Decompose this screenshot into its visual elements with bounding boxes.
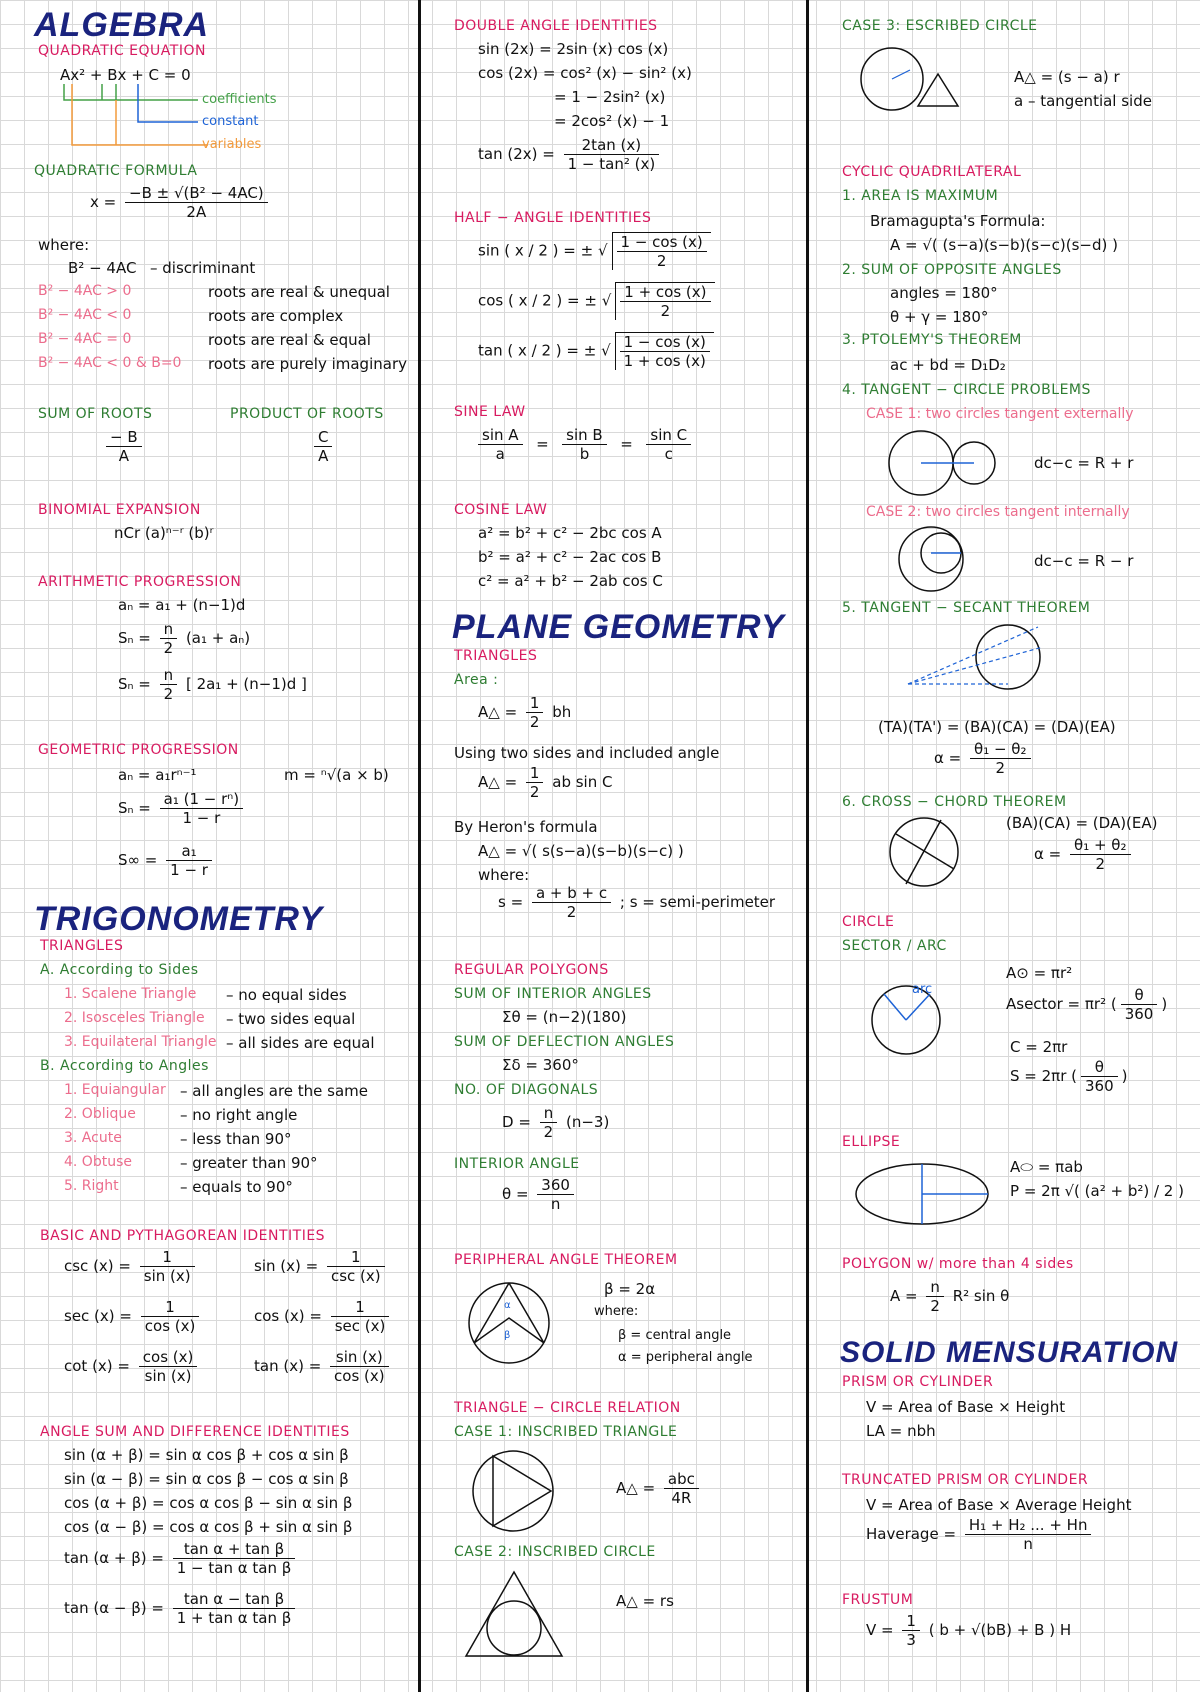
half-cos-num: 1 + cos (x) [620,283,710,302]
ap-sn1 [118,620,250,657]
prod-roots-den: A [318,447,329,465]
gp-sinf [118,842,216,879]
tan-diff-lhs: tan (α − β) = [64,1599,164,1617]
half-tan-pm: = ± [566,341,597,360]
tan-sum-num: tan α + tan β [173,1540,296,1559]
ellipse-perimeter: P = 2π √( (a² + b²) / 2 ) [1010,1182,1184,1200]
side-desc-2: – two sides equal [226,1010,356,1028]
heron-where: where: [478,866,530,884]
side-type-2: 2. Isosceles Triangle [64,1010,205,1026]
gp-heading: GEOMETRIC PROGRESSION [38,742,239,758]
identity-cos-den: sec (x) [334,1317,386,1335]
cosine-law-heading: COSINE LAW [454,502,548,518]
interior-angle-den: n [550,1195,561,1213]
angle-desc-5: – equals to 90° [180,1178,293,1196]
tangent-secant-alpha [934,740,1035,777]
angle-sum-1: sin (α + β) = sin α cos β + cos α sin β [64,1446,349,1464]
half-sin: sin ( x / 2 ) = ± √ $\frac{1 - \cos (x)}{2}$ [478,232,715,270]
half-tan-lhs: tan [478,341,503,360]
sine-law-den-c: c [664,445,673,463]
identity-sec-den: cos (x) [144,1317,196,1335]
identity-sec [64,1298,203,1335]
column-algebra-trig [30,0,410,1692]
tan-diff-num: tan α − tan β [173,1590,296,1609]
half-sin-den: 2 [656,252,667,270]
quadratic-formula-heading: QUADRATIC FORMULA [34,163,198,179]
ap-sn2-rest: [ 2a₁ + (n−1)d ] [185,675,307,693]
identity-sin-den: csc (x) [330,1267,381,1285]
cross-chord-formula: (BA)(CA) = (DA)(EA) [1006,814,1158,832]
semi-perimeter-den: 2 [566,903,577,921]
quadratic-formula [90,184,272,221]
identity-csc-num: 1 [140,1248,195,1267]
sector-heading: SECTOR / ARC [842,938,947,954]
prism-volume: V = Area of Base × Height [866,1398,1066,1416]
arc-label: arc [912,982,933,997]
side-desc-3: – all sides are equal [226,1034,375,1052]
sine-law-den-b: b [579,445,590,463]
identity-cot-den: sin (x) [144,1367,192,1385]
peripheral-alpha-label: α [504,1300,511,1311]
product-roots-formula [310,428,336,465]
polygon-area-lhs: A = [890,1287,918,1305]
inscribed-triangle-diagram [468,1446,558,1536]
truncated-height-lhs: Haverage = [866,1525,957,1543]
angle-type-2: 2. Oblique [64,1106,136,1122]
circle-area: A⊙ = πr² [1006,964,1073,982]
cosine-law-3: c² = a² + b² − 2ab cos C [478,572,663,590]
tan-sum-lhs: tan (α + β) = [64,1549,164,1567]
column-divider-right [806,0,809,1692]
tangent-secant-num: θ₁ − θ₂ [970,740,1031,759]
column-trig-plane [448,0,798,1692]
cosine-law-2: b² = a² + c² − 2ac cos B [478,548,662,566]
tan-2x [478,136,663,173]
area-basic-den: 2 [529,713,540,731]
angle-type-1: 1. Equiangular [64,1082,166,1098]
tangent-secant-diagram [908,622,1068,702]
half-angle-heading: HALF − ANGLE IDENTITIES [454,210,652,226]
sine-law-den-a: a [495,445,505,463]
area-sas-lhs: A△ = [478,773,518,791]
identity-sin-lhs: sin (x) = [254,1257,319,1275]
label-coefficients: coefficients [202,92,277,107]
ap-heading: ARITHMETIC PROGRESSION [38,574,242,590]
diagonals-heading: NO. OF DIAGONALS [454,1082,599,1098]
arc-length-lhs: S = 2πr [1010,1067,1067,1085]
tangent-case1-formula: dc−c = R + r [1034,454,1134,472]
qf-denominator: 2A [186,203,207,221]
prism-lateral-area: LA = nbh [866,1422,936,1440]
label-variables: variables [202,137,262,152]
side-desc-1: – no equal sides [226,986,347,1004]
gp-sn-lhs: Sₙ = [118,799,151,817]
case-cond-3: B² − 4AC = 0 [38,331,132,347]
qf-numerator: −B ± √(B² − 4AC) [125,184,268,203]
semi-perimeter-lhs: s = [498,893,524,911]
identity-csc-den: sin (x) [143,1267,191,1285]
cross-chord-diagram [886,814,966,894]
sector-area-den: 360 [1124,1005,1154,1023]
gp-sn-den: 1 − r [182,809,221,827]
semi-perimeter [498,884,775,921]
half-cos-arg: x / 2 [518,291,552,310]
peripheral-alpha: α = peripheral angle [618,1350,753,1365]
ap-sn1-num: n [160,620,178,639]
frustum-den: 3 [906,1631,916,1649]
double-1: sin (2x) = 2sin (x) cos (x) [478,40,669,58]
cyclic-4: 4. TANGENT − CIRCLE PROBLEMS [842,382,1091,398]
identity-csc [64,1248,199,1285]
gp-m: m = ⁿ√(a × b) [284,766,389,784]
case3-heading: CASE 3: ESCRIBED CIRCLE [842,18,1038,34]
angle-desc-2: – no right angle [180,1106,298,1124]
brama-label: Bramagupta's Formula: [870,212,1046,230]
case1-heading: CASE 1: INSCRIBED TRIANGLE [454,1424,678,1440]
truncated-heading: TRUNCATED PRISM OR CYLINDER [842,1472,1089,1488]
sine-law-num-a: sin A [478,426,523,445]
sine-law-num-c: sin C [646,426,691,445]
gp-sn-num: a₁ (1 − rⁿ) [160,790,243,809]
escribed-circle-diagram [860,46,970,116]
ellipse-diagram [852,1160,992,1230]
interior-angle-heading: INTERIOR ANGLE [454,1156,580,1172]
binomial-formula: nCr (a)ⁿ⁻ʳ (b)ʳ [114,524,214,542]
identity-sin-num: 1 [327,1248,385,1267]
identity-cos-lhs: cos (x) = [254,1307,322,1325]
interior-angle-lhs: θ = [502,1185,529,1203]
area-basic-rest: bh [552,703,572,721]
area-heading: Area : [454,672,499,688]
angle-desc-3: – less than 90° [180,1130,292,1148]
polygon-area [890,1278,1009,1315]
tangent-case1: CASE 1: two circles tangent externally [866,406,1134,422]
identity-sin [254,1248,389,1285]
case-desc-2: roots are complex [208,307,344,325]
column-plane-solid [838,0,1188,1692]
trigonometry-title: TRIGONOMETRY [34,900,324,938]
area-basic-num: 1 [526,694,544,713]
half-cos: cos ( x / 2 ) = ± √ $\frac{1 + \cos (x)}{2}$ [478,282,719,320]
tangent-internal-diagram [896,524,976,594]
arc-length: S = 2πr ( $\frac{\theta}{360}$ ) [1010,1058,1128,1095]
tan-2x-lhs: tan (2x) = [478,145,555,163]
angle-sum-3: cos (α + β) = cos α cos β − sin α sin β [64,1494,353,1512]
double-2: cos (2x) = cos² (x) − sin² (x) [478,64,692,82]
arc-length-den: 360 [1085,1077,1114,1095]
tangent-secant-lhs: α = [934,749,962,767]
sum-deflection: Σδ = 360° [502,1056,579,1074]
sum-roots-formula [102,428,146,465]
sum-roots-heading: SUM OF ROOTS [38,406,153,422]
angle-desc-4: – greater than 90° [180,1154,318,1172]
angle-type-3: 3. Acute [64,1130,122,1146]
case1-lhs: A△ = [616,1479,656,1497]
circle-heading: CIRCLE [842,914,895,930]
binomial-heading: BINOMIAL EXPANSION [38,502,201,518]
identity-cos [254,1298,393,1335]
case2-heading: CASE 2: INSCRIBED CIRCLE [454,1544,656,1560]
cyclic-2: 2. SUM OF OPPOSITE ANGLES [842,262,1062,278]
frustum-rest: ( b + √(bB) + B ) H [928,1621,1072,1639]
polygon-area-den: 2 [930,1297,940,1315]
polygon-area-num: n [926,1278,944,1297]
peripheral-formula: β = 2α [604,1280,656,1298]
ap-sn1-den: 2 [163,639,174,657]
cyclic-2b: θ + γ = 180° [890,308,989,326]
sector-area-lhs: Asector = πr² [1006,995,1107,1013]
plane-triangles-heading: TRIANGLES [454,648,538,664]
angle-type-5: 5. Right [64,1178,119,1194]
sum-roots-den: A [118,447,129,465]
regular-polygons-heading: REGULAR POLYGONS [454,962,609,978]
quadratic-equation-heading: QUADRATIC EQUATION [38,43,206,59]
case-desc-4: roots are purely imaginary [208,355,407,373]
double-3: = 1 − 2sin² (x) [554,88,666,106]
diagonals-num: n [540,1104,558,1123]
identity-sec-lhs: sec (x) = [64,1307,132,1325]
quadratic-equation-diagram [30,0,410,160]
ap-sn2-den: 2 [163,685,174,703]
semi-perimeter-desc: ; s = semi-perimeter [619,893,776,911]
label-constant: constant [202,114,259,129]
case1-num: abc [664,1470,699,1489]
plane-geometry-title: PLANE GEOMETRY [452,608,785,646]
identity-csc-lhs: csc (x) = [64,1257,131,1275]
peripheral-where: where: [594,1304,639,1319]
half-sin-num: 1 − cos (x) [617,233,707,252]
diagonals-lhs: D = [502,1113,531,1131]
sum-interior-heading: SUM OF INTERIOR ANGLES [454,986,652,1002]
sine-law-heading: SINE LAW [454,404,526,420]
frustum-lhs: V = [866,1621,894,1639]
tangent-case2: CASE 2: two circles tangent internally [866,504,1130,520]
column-divider-left [418,0,421,1692]
heron-label: By Heron's formula [454,818,598,836]
interior-angle-num: 360 [537,1176,574,1195]
triangle-circle-heading: TRIANGLE − CIRCLE RELATION [454,1400,681,1416]
inscribed-circle-diagram [464,1570,564,1660]
truncated-volume: V = Area of Base × Average Height [866,1496,1132,1514]
half-tan-num: 1 − cos (x) [620,333,710,352]
semi-perimeter-num: a + b + c [532,884,611,903]
quadratic-equation: Ax² + Bx + C = 0 [60,66,191,84]
case3-formula: A△ = (s − a) r [1014,68,1120,86]
cyclic-3f: ac + bd = D₁D₂ [890,356,1006,374]
tan-sum [64,1540,299,1577]
half-tan-arg: x / 2 [517,341,551,360]
truncated-height-num: H₁ + H₂ ... + Hn [965,1516,1092,1535]
diagonals-rest: (n−3) [566,1113,610,1131]
interior-angle [502,1176,578,1213]
gp-sn [118,790,247,827]
area-basic [478,694,571,731]
cyclic-1: 1. AREA IS MAXIMUM [842,188,999,204]
product-roots-heading: PRODUCT OF ROOTS [230,406,384,422]
brama-formula: A = √( (s−a)(s−b)(s−c)(s−d) ) [890,236,1118,254]
cyclic-3: 3. PTOLEMY'S THEOREM [842,332,1022,348]
tangent-secant-den: 2 [995,759,1006,777]
angle-desc-1: – all angles are the same [180,1082,369,1100]
ap-sn2 [118,666,307,703]
half-sin-arg: x / 2 [514,241,548,260]
identity-cot-num: cos (x) [139,1348,198,1367]
tan-2x-den: 1 − tan² (x) [567,155,656,173]
discriminant: B² − 4AC [68,259,137,277]
identity-cot [64,1348,201,1385]
case-cond-2: B² − 4AC < 0 [38,307,132,323]
identity-tan [254,1348,393,1385]
gp-sinf-num: a₁ [166,842,212,861]
half-cos-den: 2 [660,302,671,320]
sector-diagram [870,980,950,1060]
trig-triangles-heading: TRIANGLES [40,938,124,954]
truncated-height [866,1516,1095,1553]
identity-sec-num: 1 [141,1298,200,1317]
half-tan: tan ( x / 2 ) = ± √ $\frac{1 - \cos (x)}{1 + \cos (x)}$ [478,332,718,370]
by-sides-heading: A. According to Sides [40,962,199,978]
ellipse-area: A⬭ = πab [1010,1158,1083,1176]
case1-formula [616,1470,703,1507]
cosine-law-1: a² = b² + c² − 2bc cos A [478,524,662,542]
prism-heading: PRISM OR CYLINDER [842,1374,994,1390]
ap-sn1-rest: (a₁ + aₙ) [185,629,251,647]
discriminant-label: – discriminant [150,259,256,277]
ap-sn2-num: n [160,666,178,685]
solid-mensuration-title: SOLID MENSURATION [840,1336,1179,1369]
frustum-num: 1 [902,1612,920,1631]
half-tan-den: 1 + cos (x) [623,352,706,370]
area-sas-den: 2 [529,783,540,801]
cyclic-2a: angles = 180° [890,284,998,302]
case2-formula: A△ = rs [616,1592,674,1610]
tangent-case2-formula: dc−c = R − r [1034,552,1134,570]
cyclic-heading: CYCLIC QUADRILATERAL [842,164,1022,180]
circumference: C = 2πr [1010,1038,1068,1056]
peripheral-angle-diagram [464,1278,554,1368]
double-angle-heading: DOUBLE ANGLE IDENTITIES [454,18,658,34]
sum-roots-num: − B [106,428,142,447]
gp-an: aₙ = a₁rⁿ⁻¹ [118,766,197,784]
ap-sn1-lhs: Sₙ = [118,629,151,647]
identity-cot-lhs: cot (x) = [64,1357,130,1375]
two-sides-label: Using two sides and included angle [454,744,720,762]
prod-roots-num: C [314,428,332,447]
half-sin-lhs: sin [478,241,500,260]
tan-diff-den: 1 + tan α tan β [176,1609,292,1627]
gp-sinf-lhs: S∞ = [118,851,158,869]
side-type-1: 1. Scalene Triangle [64,986,197,1002]
half-cos-pm: = ± [567,291,597,310]
angle-sum-2: sin (α − β) = sin α cos β − cos α sin β [64,1470,349,1488]
diagonals-den: 2 [543,1123,554,1141]
identity-tan-den: cos (x) [334,1367,385,1385]
case-desc-1: roots are real & unequal [208,283,390,301]
frustum-heading: FRUSTUM [842,1592,914,1608]
identity-tan-num: sin (x) [330,1348,389,1367]
where-label: where: [38,236,90,254]
peripheral-beta-label: β [504,1330,511,1341]
qf-lhs: x = [90,193,117,211]
polygon-heading: POLYGON w/ more than 4 sides [842,1256,1074,1272]
frustum-volume [866,1612,1071,1649]
algebra-title: ALGEBRA [34,6,210,44]
case-cond-4: B² − 4AC < 0 & B=0 [38,355,182,371]
sector-area-num: θ [1121,986,1158,1005]
angle-sum-heading: ANGLE SUM AND DIFFERENCE IDENTITIES [40,1424,350,1440]
tangent-secant-formula: (TA)(TA') = (BA)(CA) = (DA)(EA) [878,718,1116,736]
identity-cos-num: 1 [331,1298,390,1317]
polygon-area-rest: R² sin θ [952,1287,1010,1305]
case1-den: 4R [671,1489,692,1507]
tan-2x-num: 2tan (x) [564,136,660,155]
ap-sn2-lhs: Sₙ = [118,675,151,693]
pythagorean-heading: BASIC AND PYTHAGOREAN IDENTITIES [40,1228,326,1244]
case-desc-3: roots are real & equal [208,331,371,349]
cross-chord-num: θ₁ + θ₂ [1070,836,1131,855]
gp-sinf-den: 1 − r [170,861,208,879]
case3-desc: a – tangential side [1014,92,1152,110]
sine-law-num-b: sin B [562,426,607,445]
cross-chord-den: 2 [1095,855,1106,873]
cross-chord-lhs: α = [1034,845,1062,863]
tan-diff [64,1590,299,1627]
truncated-height-den: n [1023,1535,1033,1553]
heron-formula: A△ = √( s(s−a)(s−b)(s−c) ) [478,842,684,860]
half-cos-lhs: cos [478,291,504,310]
peripheral-beta: β = central angle [618,1328,732,1343]
cross-chord-heading: 6. CROSS − CHORD THEOREM [842,794,1067,810]
identity-tan-lhs: tan (x) = [254,1357,322,1375]
ellipse-heading: ELLIPSE [842,1134,901,1150]
by-angles-heading: B. According to Angles [40,1058,209,1074]
side-type-3: 3. Equilateral Triangle [64,1034,217,1050]
ap-an: aₙ = a₁ + (n−1)d [118,596,246,614]
area-basic-lhs: A△ = [478,703,518,721]
area-sas-num: 1 [526,764,544,783]
peripheral-heading: PERIPHERAL ANGLE THEOREM [454,1252,678,1268]
cross-chord-alpha [1034,836,1135,873]
sum-interior: Σθ = (n−2)(180) [502,1008,627,1026]
area-sas [478,764,612,801]
half-sin-pm: = ± [563,241,594,260]
diagonals [502,1104,609,1141]
double-4: = 2cos² (x) − 1 [554,112,670,130]
sum-deflection-heading: SUM OF DEFLECTION ANGLES [454,1034,675,1050]
sector-area: Asector = πr² ( $\frac{\theta}{360}$ ) [1006,986,1168,1023]
tangent-secant-heading: 5. TANGENT − SECANT THEOREM [842,600,1091,616]
tangent-external-diagram [886,428,1006,498]
angle-type-4: 4. Obtuse [64,1154,132,1170]
arc-length-num: θ [1081,1058,1118,1077]
tan-sum-den: 1 − tan α tan β [176,1559,292,1577]
angle-sum-4: cos (α − β) = cos α cos β + sin α sin β [64,1518,353,1536]
case-cond-1: B² − 4AC > 0 [38,283,132,299]
area-sas-rest: ab sin C [552,773,613,791]
sine-law: $\frac{\text{sin A}}{a}$ = $\frac{\text{sin B}}{b}$ = $\frac{\text{sin C}}{c}$ [474,426,695,463]
